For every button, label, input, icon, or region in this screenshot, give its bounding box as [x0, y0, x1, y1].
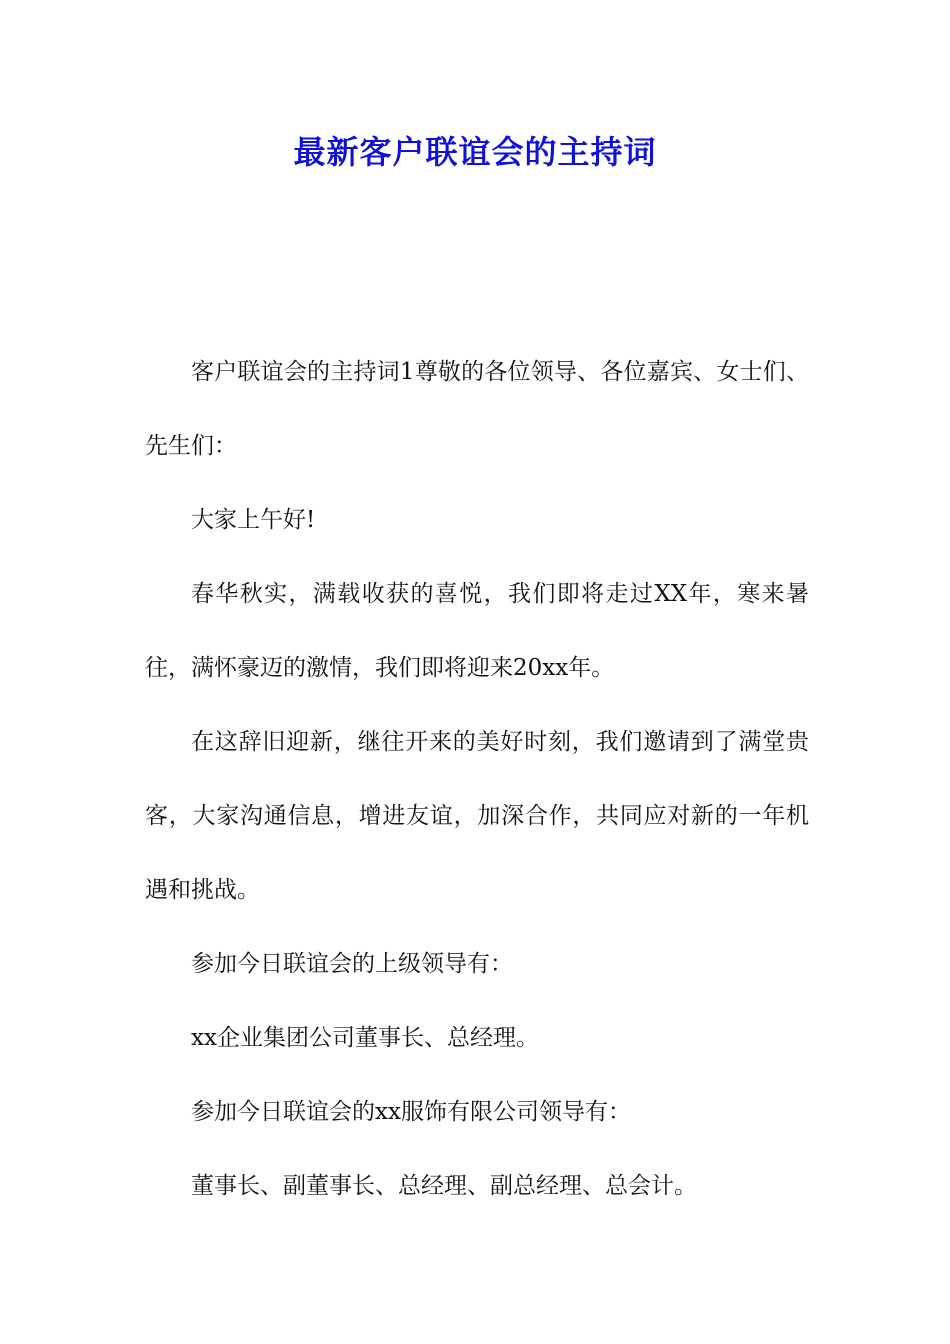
document-title: 最新客户联谊会的主持词	[293, 133, 657, 171]
paragraph-invitation: 在这辞旧迎新，继往开来的美好时刻，我们邀请到了满堂贵客，大家沟通信息，增进友谊，加深合作，共同应对新的一年机遇和挑战。	[145, 729, 809, 903]
paragraph-company-leaders-intro: 参加今日联谊会的xx服饰有限公司领导有：	[191, 1099, 631, 1125]
paragraph-superior-leaders-intro: 参加今日联谊会的上级领导有：	[191, 951, 513, 977]
paragraph-group-leaders: xx企业集团公司董事长、总经理。	[191, 1025, 539, 1051]
paragraph-company-leaders: 董事长、副董事长、总经理、副总经理、总会计。	[191, 1173, 697, 1199]
document-body	[145, 335, 809, 1223]
paragraph-new-year: 春华秋实，满载收获的喜悦，我们即将走过XX年，寒来暑往，满怀豪迈的激情，我们即将迎来20xx年。	[145, 581, 809, 681]
paragraph-good-morning: 大家上午好!	[191, 507, 316, 533]
paragraph-greeting: 客户联谊会的主持词1尊敬的各位领导、各位嘉宾、女士们、先生们：	[145, 359, 809, 459]
